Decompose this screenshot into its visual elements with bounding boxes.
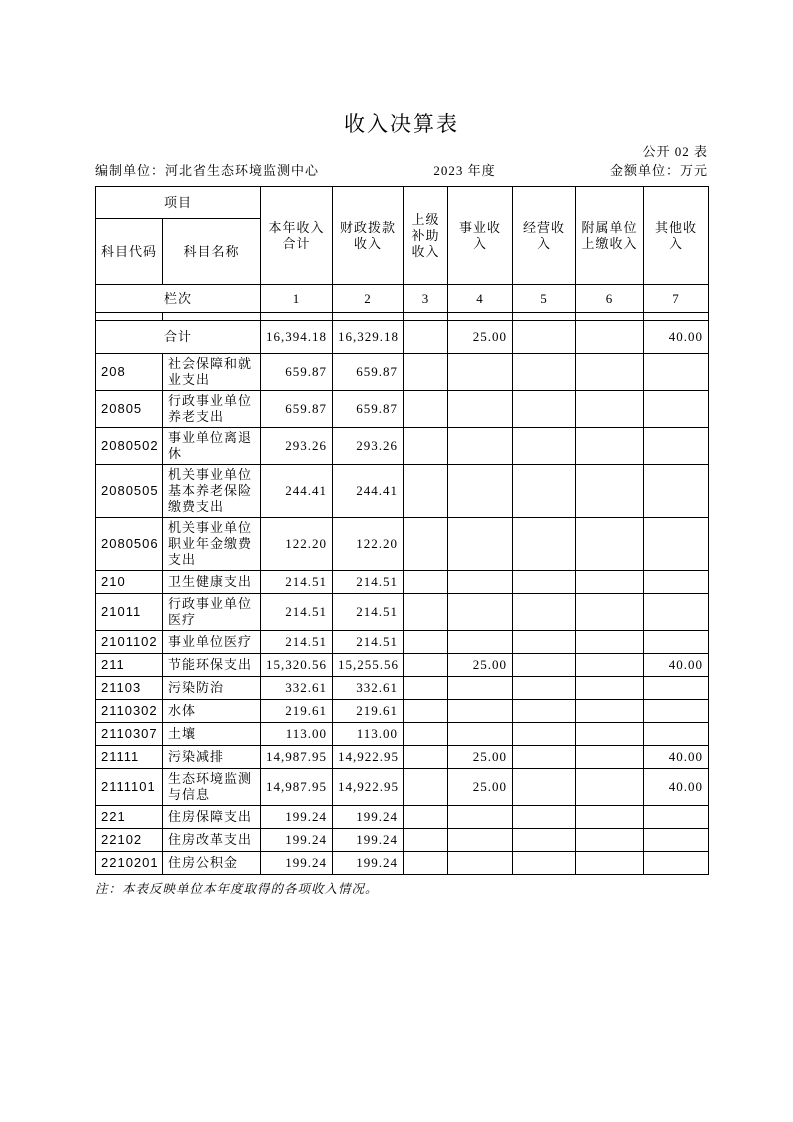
subject-name-cell: 生态环境监测与信息 — [163, 769, 261, 806]
header-col-superior-subsidy: 上级补助收入 — [404, 187, 448, 285]
value-cell: 122.20 — [261, 518, 333, 571]
value-cell: 25.00 — [448, 746, 513, 769]
value-cell — [513, 594, 576, 631]
value-cell — [576, 806, 644, 829]
subject-code-cell: 2210201 — [96, 852, 163, 875]
value-cell — [448, 677, 513, 700]
value-cell: 214.51 — [261, 571, 333, 594]
value-cell — [404, 654, 448, 677]
header-col-other-income: 其他收入 — [644, 187, 709, 285]
subject-name-cell: 水体 — [163, 700, 261, 723]
value-cell — [576, 428, 644, 465]
value-cell — [576, 354, 644, 391]
value-cell — [513, 465, 576, 518]
meta-row — [95, 162, 708, 179]
value-cell — [513, 700, 576, 723]
subject-code-cell: 21011 — [96, 594, 163, 631]
subject-name-cell: 卫生健康支出 — [163, 571, 261, 594]
value-cell: 293.26 — [261, 428, 333, 465]
value-cell: 214.51 — [333, 571, 404, 594]
subject-code-cell: 2080505 — [96, 465, 163, 518]
value-cell — [448, 518, 513, 571]
value-cell: 14,922.95 — [333, 769, 404, 806]
header-col-fiscal-appropriation: 财政拨款收入 — [333, 187, 404, 285]
value-cell — [644, 571, 709, 594]
value-cell: 659.87 — [261, 354, 333, 391]
value-cell: 659.87 — [333, 391, 404, 428]
value-cell — [513, 428, 576, 465]
footnote: 注：本表反映单位本年度取得的各项收入情况。 — [95, 882, 379, 896]
header-row-rank — [96, 285, 709, 313]
value-cell — [448, 428, 513, 465]
value-cell: 199.24 — [261, 852, 333, 875]
value-cell — [576, 852, 644, 875]
table-row — [96, 700, 709, 723]
subject-name-cell: 节能环保支出 — [163, 654, 261, 677]
value-cell — [576, 465, 644, 518]
subject-code-cell: 2080506 — [96, 518, 163, 571]
value-cell: 293.26 — [333, 428, 404, 465]
value-cell: 214.51 — [261, 631, 333, 654]
header-project-cell: 项目 — [96, 187, 261, 219]
value-cell — [448, 631, 513, 654]
value-cell: 659.87 — [261, 391, 333, 428]
column-number-cell: 1 — [261, 285, 333, 313]
table-row — [96, 354, 709, 391]
value-cell: 219.61 — [333, 700, 404, 723]
subject-name-cell: 事业单位离退休 — [163, 428, 261, 465]
header-row-project — [96, 187, 709, 219]
subject-name-cell: 机关事业单位职业年金缴费支出 — [163, 518, 261, 571]
value-cell — [404, 631, 448, 654]
value-cell — [404, 518, 448, 571]
value-cell — [513, 769, 576, 806]
doc-label: 公开 02 表 — [642, 144, 708, 159]
table-row — [96, 518, 709, 571]
value-cell — [404, 746, 448, 769]
value-cell — [513, 354, 576, 391]
table-row — [96, 806, 709, 829]
subject-name-cell: 行政事业单位医疗 — [163, 594, 261, 631]
value-cell: 122.20 — [333, 518, 404, 571]
value-cell: 40.00 — [644, 769, 709, 806]
value-cell: 113.00 — [261, 723, 333, 746]
total-value-cell: 25.00 — [448, 321, 513, 354]
value-cell — [576, 677, 644, 700]
value-cell: 199.24 — [333, 829, 404, 852]
value-cell: 15,255.56 — [333, 654, 404, 677]
table-row — [96, 769, 709, 806]
table-row — [96, 829, 709, 852]
value-cell: 40.00 — [644, 654, 709, 677]
header-col-affiliated-income: 附属单位上缴收入 — [576, 187, 644, 285]
value-cell — [644, 354, 709, 391]
subject-code-cell: 2110302 — [96, 700, 163, 723]
value-cell — [404, 428, 448, 465]
value-cell — [576, 829, 644, 852]
value-cell — [576, 571, 644, 594]
table-row — [96, 677, 709, 700]
value-cell — [644, 723, 709, 746]
value-cell — [644, 700, 709, 723]
value-cell — [644, 631, 709, 654]
value-cell — [448, 829, 513, 852]
value-cell: 219.61 — [261, 700, 333, 723]
value-cell — [576, 518, 644, 571]
table-row — [96, 746, 709, 769]
value-cell — [404, 354, 448, 391]
amount-unit: 金额单位：万元 — [609, 163, 708, 178]
value-cell — [644, 594, 709, 631]
table-row — [96, 391, 709, 428]
header-code-cell: 科目代码 — [96, 219, 163, 285]
value-cell — [404, 594, 448, 631]
value-cell — [576, 769, 644, 806]
value-cell — [448, 354, 513, 391]
value-cell: 14,987.95 — [261, 769, 333, 806]
column-number-cell: 4 — [448, 285, 513, 313]
value-cell — [513, 806, 576, 829]
value-cell — [448, 852, 513, 875]
value-cell: 25.00 — [448, 654, 513, 677]
value-cell — [448, 806, 513, 829]
value-cell: 244.41 — [333, 465, 404, 518]
value-cell — [576, 391, 644, 428]
value-cell: 244.41 — [261, 465, 333, 518]
subject-name-cell: 社会保障和就业支出 — [163, 354, 261, 391]
table-header — [96, 187, 709, 354]
subject-name-cell: 污染减排 — [163, 746, 261, 769]
value-cell — [513, 746, 576, 769]
subject-code-cell: 210 — [96, 571, 163, 594]
table-row — [96, 852, 709, 875]
value-cell — [576, 594, 644, 631]
prepared-by: 编制单位：河北省生态环境监测中心 — [95, 163, 320, 178]
value-cell — [576, 723, 644, 746]
column-number-cell: 3 — [404, 285, 448, 313]
total-value-cell: 40.00 — [644, 321, 709, 354]
value-cell — [644, 428, 709, 465]
subject-code-cell: 21103 — [96, 677, 163, 700]
value-cell — [644, 465, 709, 518]
value-cell: 659.87 — [333, 354, 404, 391]
value-cell — [513, 677, 576, 700]
value-cell — [448, 594, 513, 631]
value-cell — [404, 852, 448, 875]
table-row — [96, 571, 709, 594]
value-cell — [513, 391, 576, 428]
value-cell — [448, 571, 513, 594]
value-cell — [644, 806, 709, 829]
total-row — [96, 321, 709, 354]
subject-code-cell: 21111 — [96, 746, 163, 769]
table-row — [96, 723, 709, 746]
subject-code-cell: 22102 — [96, 829, 163, 852]
value-cell — [644, 677, 709, 700]
subject-code-cell: 208 — [96, 354, 163, 391]
value-cell — [513, 829, 576, 852]
value-cell — [513, 631, 576, 654]
value-cell — [404, 700, 448, 723]
column-number-cell: 6 — [576, 285, 644, 313]
value-cell — [644, 852, 709, 875]
value-cell: 332.61 — [261, 677, 333, 700]
header-col-total-income: 本年收入合计 — [261, 187, 333, 285]
value-cell: 40.00 — [644, 746, 709, 769]
value-cell — [404, 829, 448, 852]
value-cell — [513, 518, 576, 571]
total-value-cell — [404, 321, 448, 354]
table-row — [96, 654, 709, 677]
value-cell: 214.51 — [261, 594, 333, 631]
value-cell: 199.24 — [333, 806, 404, 829]
value-cell — [404, 677, 448, 700]
subject-name-cell: 住房公积金 — [163, 852, 261, 875]
value-cell — [513, 723, 576, 746]
value-cell — [644, 391, 709, 428]
subject-name-cell: 住房改革支出 — [163, 829, 261, 852]
subject-code-cell: 211 — [96, 654, 163, 677]
value-cell: 25.00 — [448, 769, 513, 806]
header-col-business-income: 事业收入 — [448, 187, 513, 285]
table-row — [96, 594, 709, 631]
column-number-cell: 5 — [513, 285, 576, 313]
subject-name-cell: 土壤 — [163, 723, 261, 746]
total-label-cell: 合计 — [96, 321, 261, 354]
value-cell — [404, 465, 448, 518]
table-row — [96, 631, 709, 654]
value-cell — [448, 465, 513, 518]
fiscal-year: 2023 年度 — [433, 163, 496, 178]
value-cell — [404, 806, 448, 829]
value-cell: 14,987.95 — [261, 746, 333, 769]
value-cell — [576, 700, 644, 723]
value-cell: 15,320.56 — [261, 654, 333, 677]
header-name-cell: 科目名称 — [163, 219, 261, 285]
subject-code-cell: 221 — [96, 806, 163, 829]
value-cell — [448, 391, 513, 428]
value-cell: 214.51 — [333, 631, 404, 654]
value-cell — [448, 700, 513, 723]
total-value-cell — [513, 321, 576, 354]
value-cell — [448, 723, 513, 746]
value-cell — [404, 391, 448, 428]
separator-row — [96, 313, 709, 321]
value-cell — [404, 723, 448, 746]
value-cell: 199.24 — [261, 829, 333, 852]
table-row — [96, 428, 709, 465]
value-cell — [576, 654, 644, 677]
subject-code-cell: 2110307 — [96, 723, 163, 746]
value-cell — [404, 571, 448, 594]
value-cell — [576, 631, 644, 654]
column-number-cell: 2 — [333, 285, 404, 313]
total-value-cell: 16,394.18 — [261, 321, 333, 354]
subject-code-cell: 20805 — [96, 391, 163, 428]
value-cell: 14,922.95 — [333, 746, 404, 769]
value-cell: 199.24 — [333, 852, 404, 875]
value-cell: 113.00 — [333, 723, 404, 746]
value-cell: 214.51 — [333, 594, 404, 631]
value-cell — [644, 518, 709, 571]
subject-code-cell: 2080502 — [96, 428, 163, 465]
value-cell — [513, 654, 576, 677]
total-value-cell: 16,329.18 — [333, 321, 404, 354]
subject-name-cell: 住房保障支出 — [163, 806, 261, 829]
value-cell — [513, 852, 576, 875]
subject-name-cell: 机关事业单位基本养老保险缴费支出 — [163, 465, 261, 518]
table-body — [96, 354, 709, 875]
column-number-cell: 7 — [644, 285, 709, 313]
subject-name-cell: 污染防治 — [163, 677, 261, 700]
value-cell — [404, 769, 448, 806]
subject-name-cell: 行政事业单位养老支出 — [163, 391, 261, 428]
value-cell — [513, 571, 576, 594]
subject-name-cell: 事业单位医疗 — [163, 631, 261, 654]
header-col-operating-income: 经营收入 — [513, 187, 576, 285]
value-cell — [576, 746, 644, 769]
value-cell — [644, 829, 709, 852]
subject-code-cell: 2101102 — [96, 631, 163, 654]
value-cell: 332.61 — [333, 677, 404, 700]
total-value-cell — [576, 321, 644, 354]
subject-code-cell: 2111101 — [96, 769, 163, 806]
income-table — [95, 186, 709, 875]
rank-label-cell: 栏次 — [96, 285, 261, 313]
page-title: 收入决算表 — [344, 112, 459, 136]
table-row — [96, 465, 709, 518]
value-cell: 199.24 — [261, 806, 333, 829]
